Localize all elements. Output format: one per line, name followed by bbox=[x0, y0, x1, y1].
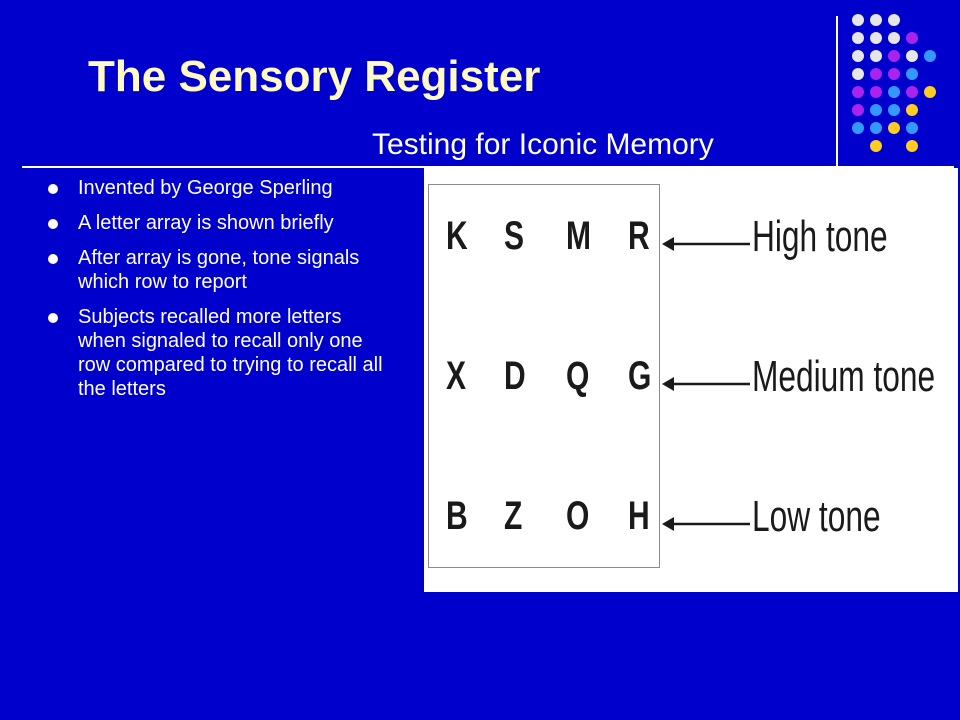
arrow-left-icon bbox=[662, 236, 750, 252]
bullet-item bbox=[48, 305, 388, 401]
decorative-dot bbox=[852, 104, 864, 116]
decorative-dot bbox=[870, 68, 882, 80]
decorative-dot bbox=[852, 68, 864, 80]
bullet-item bbox=[48, 176, 388, 200]
decorative-dot bbox=[852, 32, 864, 44]
array-letter: S bbox=[504, 214, 525, 258]
slide-title: The Sensory Register bbox=[88, 52, 541, 101]
decorative-dot bbox=[888, 68, 900, 80]
decorative-dot bbox=[852, 50, 864, 62]
decorative-dot bbox=[906, 32, 918, 44]
bullet-list bbox=[48, 176, 388, 412]
decorative-dot bbox=[870, 50, 882, 62]
row-medium bbox=[424, 354, 958, 414]
bullet-text: After array is gone, tone signals which row to report bbox=[78, 247, 360, 293]
decorative-dot bbox=[888, 50, 900, 62]
decorative-dot bbox=[888, 14, 900, 26]
array-letter: X bbox=[446, 354, 467, 398]
bullet-icon bbox=[48, 254, 58, 264]
bullet-icon bbox=[48, 184, 58, 194]
decorative-dot bbox=[852, 86, 864, 98]
tone-label: Medium tone bbox=[752, 352, 936, 401]
array-letter: H bbox=[628, 494, 650, 538]
decorative-dot bbox=[906, 122, 918, 134]
decorative-dot bbox=[852, 14, 864, 26]
slide-subtitle: Testing for Iconic Memory bbox=[372, 128, 714, 161]
decorative-dot bbox=[888, 104, 900, 116]
vertical-divider bbox=[836, 16, 838, 166]
decorative-dot bbox=[870, 140, 882, 152]
row-low bbox=[424, 494, 958, 554]
decorative-dot bbox=[870, 122, 882, 134]
tone-label: Low tone bbox=[752, 492, 881, 541]
decorative-dot bbox=[906, 140, 918, 152]
row-high bbox=[424, 214, 958, 274]
tone-label: High tone bbox=[752, 212, 888, 261]
decorative-dot bbox=[924, 50, 936, 62]
bullet-text: Subjects recalled more letters when signaled to recall only one row compared to trying to recall all the letters bbox=[78, 306, 383, 400]
array-letter: B bbox=[446, 494, 468, 538]
decorative-dot bbox=[906, 86, 918, 98]
decorative-dot bbox=[906, 50, 918, 62]
decorative-dot bbox=[870, 14, 882, 26]
bullet-icon bbox=[48, 313, 58, 323]
bullet-icon bbox=[48, 219, 58, 229]
bullet-text: A letter array is shown briefly bbox=[78, 212, 334, 234]
decorative-dot bbox=[888, 86, 900, 98]
bullet-item bbox=[48, 246, 388, 294]
array-letter: Q bbox=[566, 354, 590, 398]
arrow-left-icon bbox=[662, 516, 750, 532]
decorative-dot bbox=[852, 122, 864, 134]
decorative-dot bbox=[870, 32, 882, 44]
array-letter: K bbox=[446, 214, 468, 258]
array-letter: G bbox=[628, 354, 652, 398]
decorative-dot bbox=[924, 86, 936, 98]
bullet-item bbox=[48, 211, 388, 235]
decorative-dot bbox=[906, 104, 918, 116]
array-letter: O bbox=[566, 494, 590, 538]
arrow-left-icon bbox=[662, 376, 750, 392]
array-letter: Z bbox=[504, 494, 523, 538]
array-letter: R bbox=[628, 214, 650, 258]
sperling-figure bbox=[424, 168, 958, 592]
decorative-dot bbox=[906, 68, 918, 80]
array-letter: M bbox=[566, 214, 591, 258]
bullet-text: Invented by George Sperling bbox=[78, 177, 333, 199]
decorative-dot bbox=[888, 32, 900, 44]
decorative-dot-grid bbox=[852, 14, 960, 164]
decorative-dot bbox=[888, 122, 900, 134]
array-letter: D bbox=[504, 354, 526, 398]
decorative-dot bbox=[870, 86, 882, 98]
decorative-dot bbox=[870, 104, 882, 116]
